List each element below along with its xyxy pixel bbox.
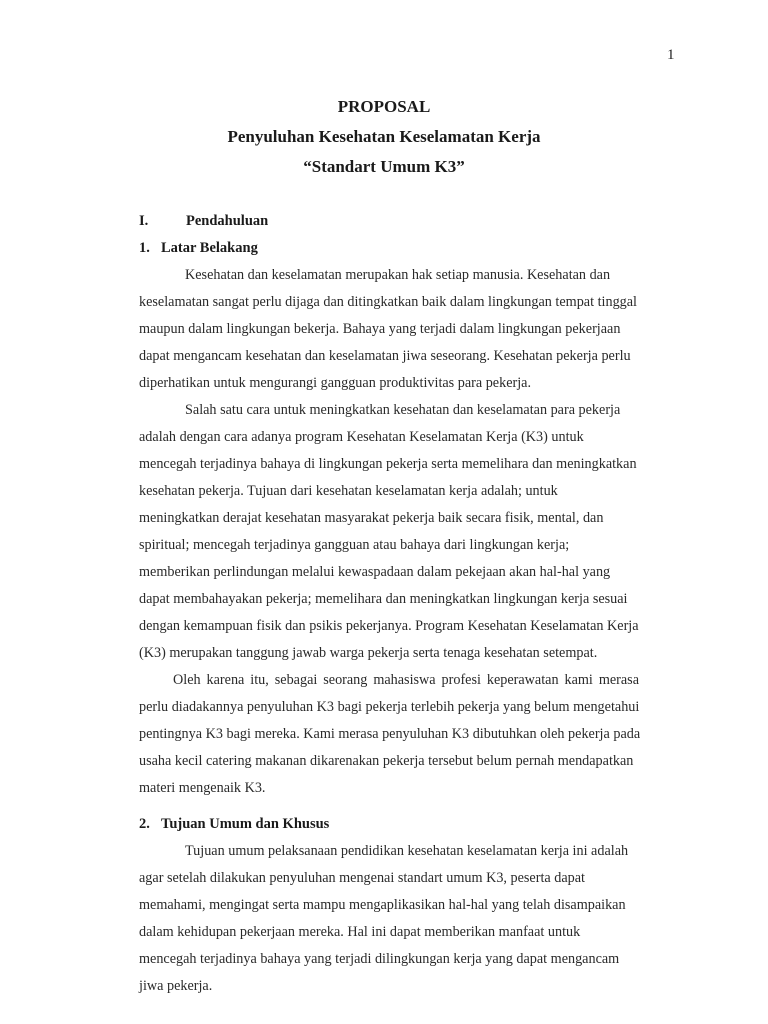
text-line: agar setelah dilakukan penyuluhan mengenai standart umum K3, peserta dapat <box>139 870 585 886</box>
text-line: dapat membahayakan pekerja; memelihara dan meningkatkan lingkungan kerja sesuai <box>139 591 628 607</box>
text-line: mencegah terjadinya bahaya di lingkungan pekerja serta memelihara dan meningkatkan <box>139 456 637 472</box>
paragraph-tujuan <box>139 838 639 1000</box>
text-line: materi mengenaik K3. <box>139 780 266 796</box>
title-topic: “Standart Umum K3” <box>303 157 465 176</box>
paragraph-latar-belakang-2 <box>139 397 639 667</box>
subheading-label: Latar Belakang <box>161 240 258 256</box>
section-label: Pendahuluan <box>186 213 269 229</box>
paragraph-latar-belakang-3 <box>139 667 639 802</box>
text-line: memahami, mengingat serta mampu mengaplikasikan hal-hal yang telah disampaikan <box>139 897 626 913</box>
subheading-tujuan <box>139 816 329 833</box>
title-block <box>0 92 768 182</box>
text-line: adalah dengan cara adanya program Kesehatan Keselamatan Kerja (K3) untuk <box>139 429 584 445</box>
text-line: pentingnya K3 bagi mereka. Kami merasa penyuluhan K3 dibutuhkan oleh pekerja pada <box>139 726 641 742</box>
text-line: kesehatan pekerja. Tujuan dari kesehatan keselamatan kerja adalah; untuk <box>139 483 558 499</box>
title-subject: Penyuluhan Kesehatan Keselamatan Kerja <box>227 127 541 146</box>
text-line: spiritual; mencegah terjadinya gangguan atau bahaya dari lingkungan kerja; <box>139 537 570 553</box>
text-line: (K3) merupakan tanggung jawab warga pekerja serta tenaga kesehatan setempat. <box>139 645 598 661</box>
text-line: mencegah terjadinya bahaya yang terjadi dilingkungan kerja yang dapat mengancam <box>139 951 620 967</box>
page-number: 1 <box>667 47 675 63</box>
text-line: dalam kehidupan pekerjaan mereka. Hal ini dapat memberikan manfaat untuk <box>139 924 581 940</box>
title-proposal: PROPOSAL <box>337 97 431 116</box>
text-line: perlu diadakannya penyuluhan K3 bagi pekerja terlebih pekerja yang belum mengetahui <box>139 699 640 715</box>
subheading-latar-belakang <box>139 240 258 257</box>
text-line: keselamatan sangat perlu dijaga dan ditingkatkan baik dalam lingkungan tempat tinggal <box>139 294 637 310</box>
text-line: jiwa pekerja. <box>139 978 213 994</box>
text-line: diperhatikan untuk mengurangi gangguan produktivitas para pekerja. <box>139 375 532 391</box>
text-line: meningkatkan derajat kesehatan masyarakat pekerja baik secara fisik, mental, dan <box>139 510 604 526</box>
subheading-number: 2. <box>139 816 150 832</box>
subheading-label: Tujuan Umum dan Khusus <box>161 816 330 832</box>
text-line: dapat mengancam kesehatan dan keselamatan jiwa seseorang. Kesehatan pekerja perlu <box>139 348 631 364</box>
section-heading-pendahuluan <box>139 213 268 230</box>
paragraph-latar-belakang-1 <box>139 262 639 397</box>
text-line: usaha kecil catering makanan dikarenakan pekerja tersebut belum pernah mendapatkan <box>139 753 634 769</box>
text-line: dengan kemampuan fisik dan psikis pekerjanya. Program Kesehatan Keselamatan Kerja <box>139 618 639 634</box>
text-line: maupun dalam lingkungan bekerja. Bahaya yang terjadi dalam lingkungan pekerjaan <box>139 321 621 337</box>
text-line: Kesehatan dan keselamatan merupakan hak setiap manusia. Kesehatan dan <box>185 267 611 283</box>
text-line: Tujuan umum pelaksanaan pendidikan kesehatan keselamatan kerja ini adalah <box>185 843 629 859</box>
section-number: I. <box>139 213 149 229</box>
text-line: Oleh karena itu, sebagai seorang mahasiswa profesi keperawatan kami merasa <box>173 672 639 688</box>
text-line: memberikan perlindungan melalui kewaspadaan dalam pekejaan akan hal-hal yang <box>139 564 611 580</box>
text-line: Salah satu cara untuk meningkatkan kesehatan dan keselamatan para pekerja <box>185 402 621 418</box>
subheading-number: 1. <box>139 240 150 256</box>
